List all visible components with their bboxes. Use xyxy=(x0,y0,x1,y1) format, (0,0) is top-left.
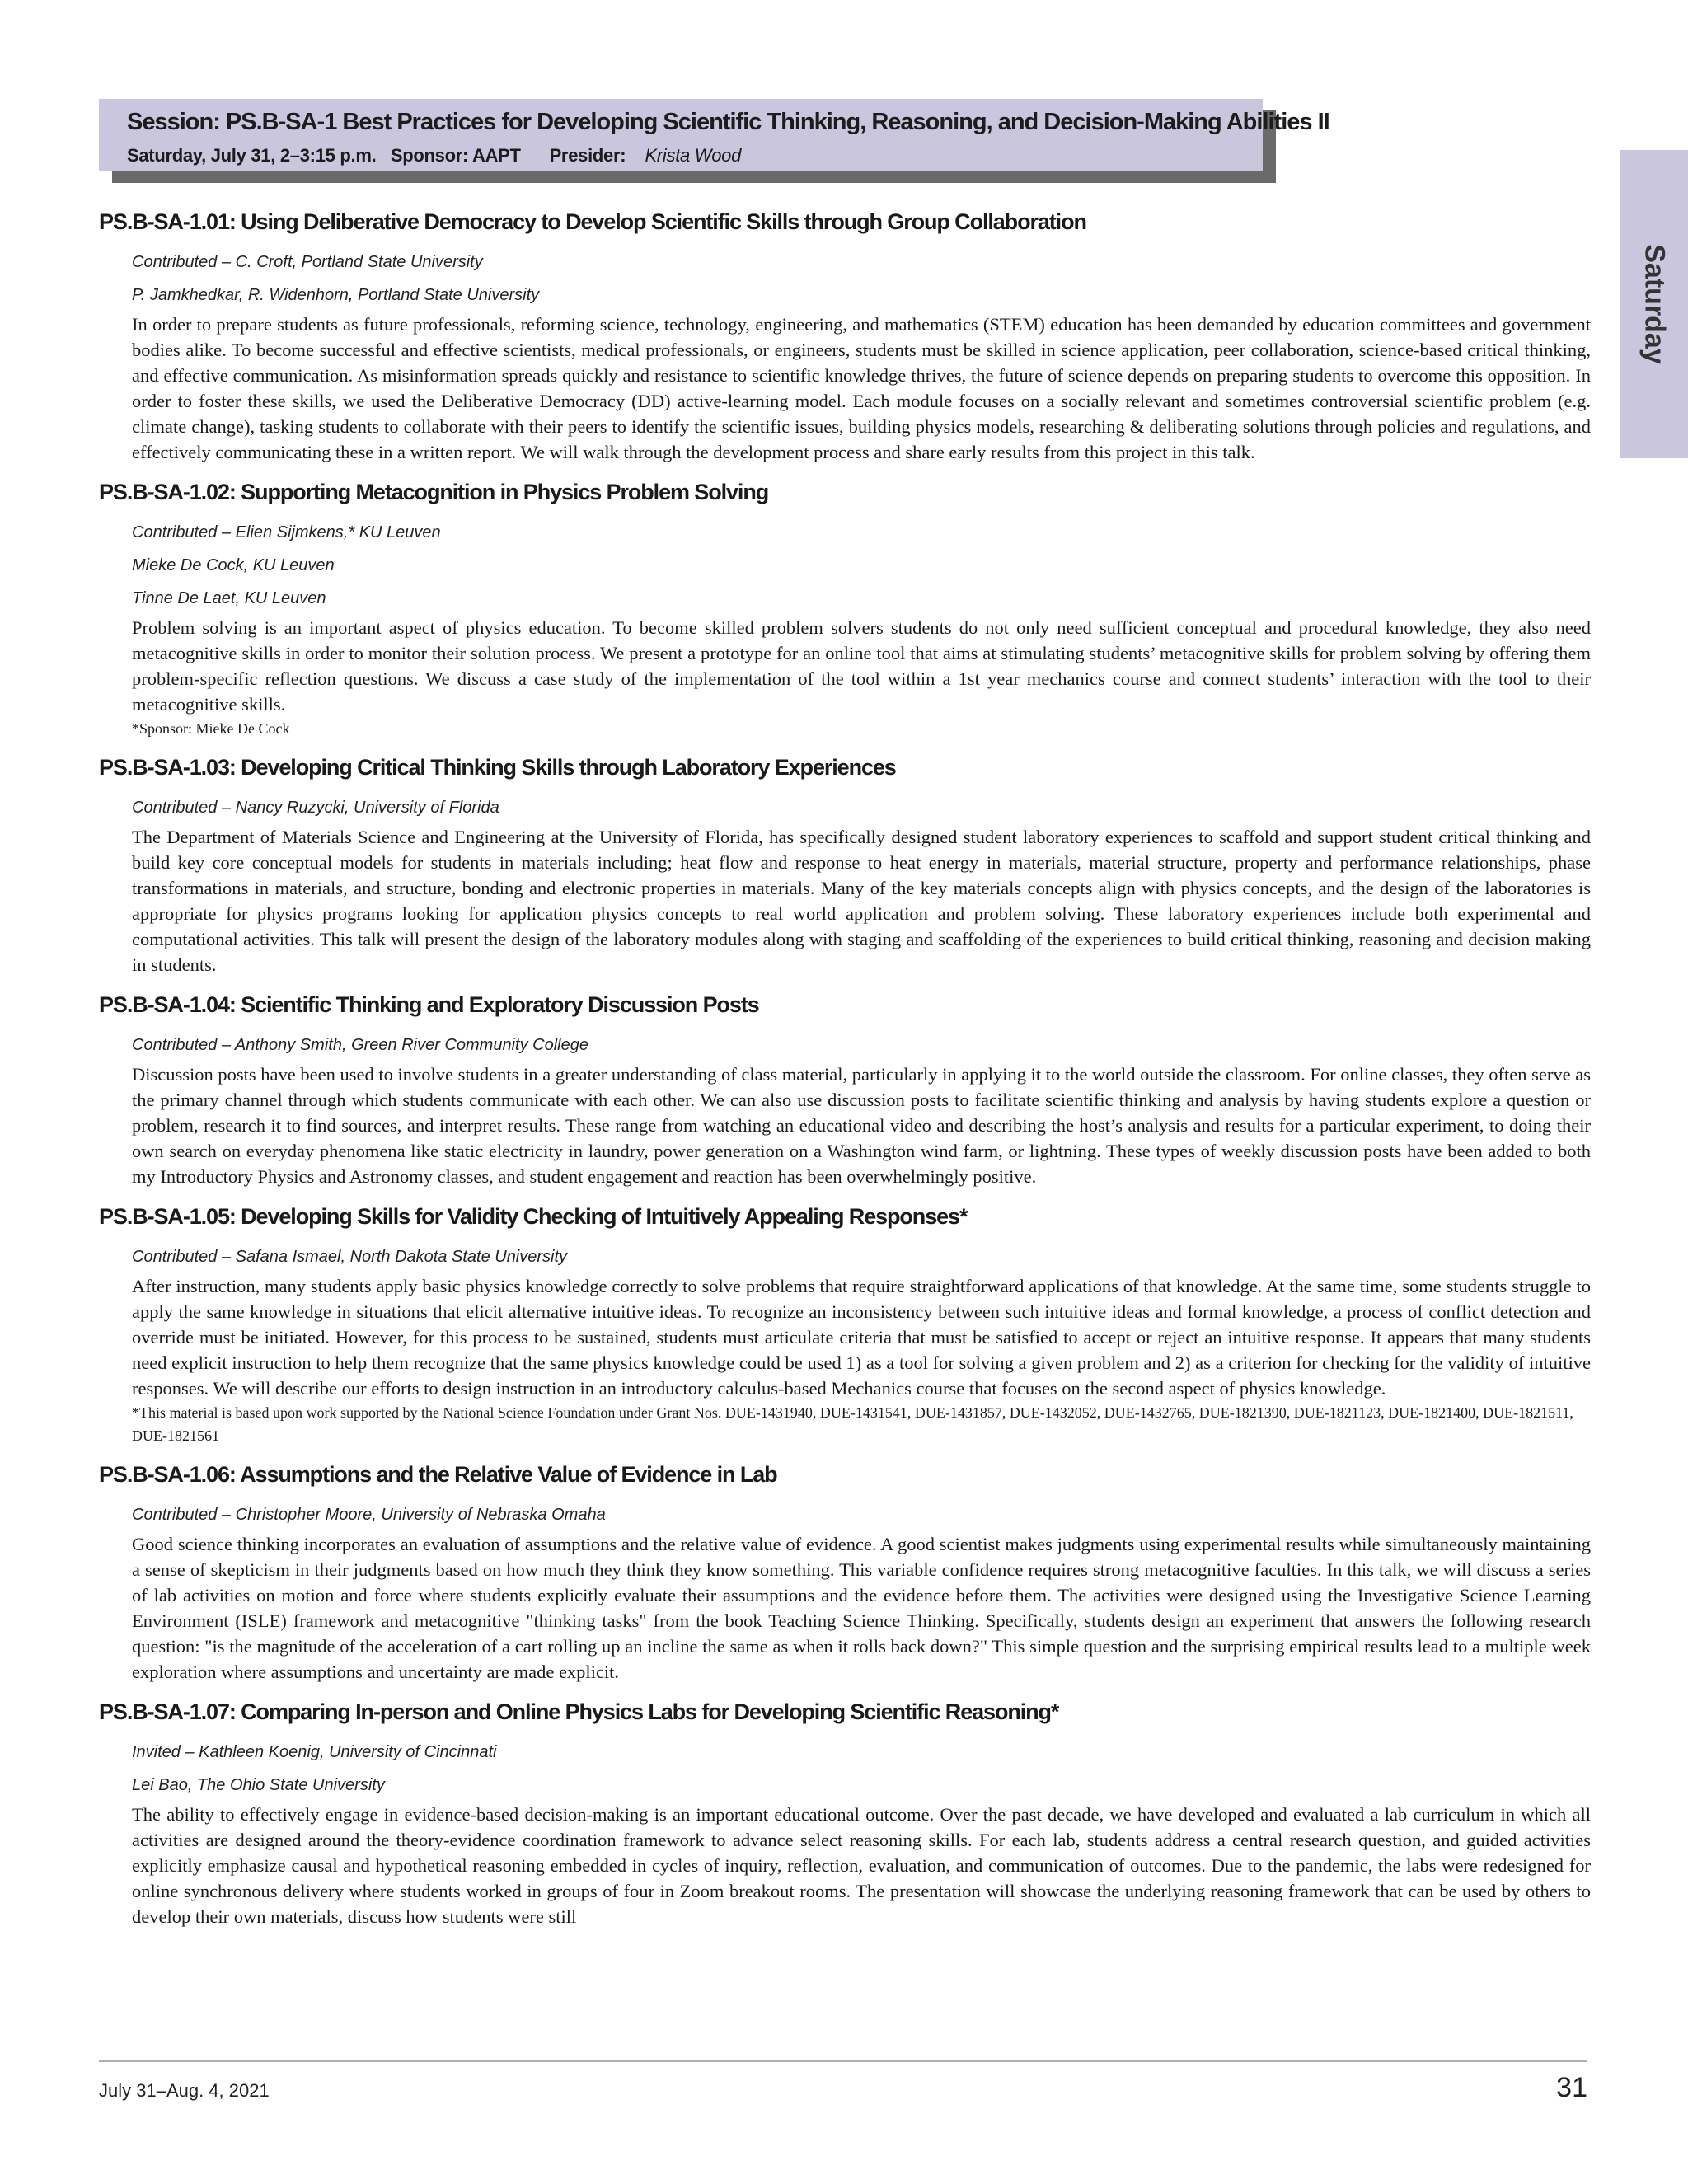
abstract-body: The Department of Materials Science and Engineering at the University of Florida, has specifically designed student laboratory experiences to scaffold and support student critical thinking and build key core conceptual models for students in materials including; heat flow and response to heat energy in materials, material structure, property and performance relationships, phase transformations in materials, and structure, bonding and electronic properties in materials. Many of the key materials concepts align with physics concepts, and the design of the laboratories is appropriate for physics programs looking for application physics concepts to real world application and problem solving. These laboratory experiences include both experimental and computational activities. This talk will present the design of the laboratory modules along with staging and scaffolding of the experiences to build critical thinking, reasoning and decision making in students. xyxy=(132,827,1591,975)
abstract-1 xyxy=(99,206,1591,465)
abstract-author: Contributed – Elien Sijmkens,* KU Leuven xyxy=(132,523,441,541)
abstract-title: PS.B-SA-1.04: Scientific Thinking and Exploratory Discussion Posts xyxy=(99,992,759,1017)
abstract-4 xyxy=(99,989,1591,1189)
abstract-author: Invited – Kathleen Koenig, University of Cincinnati xyxy=(132,1743,497,1761)
abstract-author: Contributed – C. Croft, Portland State University xyxy=(132,253,483,271)
abstract-author: Contributed – Christopher Moore, University of Nebraska Omaha xyxy=(132,1506,606,1524)
sidebar-day-tab xyxy=(1620,150,1688,458)
abstract-author: Contributed – Safana Ismael, North Dakota State University xyxy=(132,1248,568,1266)
presider-name: Krista Wood xyxy=(645,145,742,166)
page-number: 31 xyxy=(1556,2072,1587,2103)
abstract-6 xyxy=(99,1459,1591,1685)
footer-date: July 31–Aug. 4, 2021 xyxy=(99,2080,270,2101)
abstract-body: Discussion posts have been used to involve students in a greater understanding of class material, particularly in applying it to the world outside the classroom. For online classes, they often serve as the primary channel through which students communicate with each other. We can also use discussion posts to facilitate scientific thinking and analysis by having students explore a question or problem, research it to find sources, and interpret results. These range from watching an educational video and describing the host’s analysis and results for a particular experiment, to doing their own search on everyday phenomena like static electricity in laundry, power generation on a Washington wind farm, or lightning. These types of weekly discussion posts have been added to both my Introductory Physics and Astronomy classes, and student engagement and reaction has been overwhelmingly positive. xyxy=(132,1064,1591,1187)
abstract-title: PS.B-SA-1.05: Developing Skills for Validity Checking of Intuitively Appealing Responses* xyxy=(99,1204,968,1229)
abstract-note: *Sponsor: Mieke De Cock xyxy=(132,720,290,737)
abstract-author: Contributed – Anthony Smith, Green River Community College xyxy=(132,1036,588,1054)
session-header xyxy=(99,99,1329,171)
abstract-author: Mieke De Cock, KU Leuven xyxy=(132,556,335,574)
abstract-list xyxy=(99,206,1591,1941)
abstract-title: PS.B-SA-1.01: Using Deliberative Democracy to Develop Scientific Skills through Group Collaboration xyxy=(99,209,1086,234)
abstract-author: Lei Bao, The Ohio State University xyxy=(132,1776,385,1794)
abstract-body: Good science thinking incorporates an evaluation of assumptions and the relative value of evidence. A good scientist makes judgments using experimental results while simultaneously maintaining a sense of skepticism in their judgments based on how much they think they know something. This variable confidence requires strong metacognitive faculties. In this talk, we will discuss a series of lab activities on motion and force where students explicitly evaluate their assumptions and the evidence before them. The activities were designed using the Investigative Science Learning Environment (ISLE) framework and metacognitive "thinking tasks" from the book Teaching Science Thinking. Specifically, students design an experiment that answers the following research question: "is the magnitude of the acceleration of a cart rolling up an incline the same as when it rolls back down?" This simple question and the surprising empirical results lead to a multiple week exploration where assumptions and uncertainty are made explicit. xyxy=(132,1534,1591,1682)
sidebar-day-label: Saturday xyxy=(1639,244,1671,364)
session-time: Saturday, July 31, 2–3:15 p.m. xyxy=(127,145,377,166)
abstract-5 xyxy=(99,1201,1591,1447)
session-title: Session: PS.B-SA-1 Best Practices for Developing Scientific Thinking, Reasoning, and Decision-Making Abilities II xyxy=(127,109,1329,135)
presider-label: Presider: xyxy=(549,145,626,166)
session-sponsor: Sponsor: AAPT xyxy=(390,145,521,166)
footer-divider xyxy=(99,2060,1587,2062)
abstract-7 xyxy=(99,1696,1591,1929)
abstract-3 xyxy=(99,752,1591,977)
abstract-2 xyxy=(99,476,1591,740)
abstract-title: PS.B-SA-1.07: Comparing In-person and Online Physics Labs for Developing Scientific Reasoning* xyxy=(99,1699,1059,1724)
abstract-title: PS.B-SA-1.06: Assumptions and the Relative Value of Evidence in Lab xyxy=(99,1462,777,1487)
abstract-author: Contributed – Nancy Ruzycki, University of Florida xyxy=(132,799,499,817)
abstract-note: *This material is based upon work supported by the National Science Foundation under Grant Nos. DUE-1431940, DUE-1431541, DUE-1431857, DUE-1432052, DUE-1432765, DUE-1821390, DUE-1821123, DUE-1821400, DUE-1821511, DUE-1821561 xyxy=(132,1404,1573,1444)
abstract-body: The ability to effectively engage in evidence-based decision-making is an important educational outcome. Over the past decade, we have developed and evaluated a lab curriculum in which all activities are designed around the theory-evidence coordination framework to advance select reasoning skills. For each lab, students address a central research question, and guided activities explicitly emphasize causal and hypothetical reasoning embedded in cycles of inquiry, reflection, evaluation, and communication of outcomes. Due to the pandemic, the labs were redesigned for online synchronous delivery where students worked in groups of four in Zoom breakout rooms. The presentation will showcase the underlying reasoning framework that can be used by others to develop their own materials, discuss how students were still xyxy=(132,1804,1591,1927)
abstract-body: Problem solving is an important aspect of physics education. To become skilled problem solvers students do not only need sufficient conceptual and procedural knowledge, they also need metacognitive skills in order to monitor their solution process. We present a prototype for an online tool that aims at stimulating students’ metacognitive skills for problem solving by offering them problem-specific reflection questions. We discuss a case study of the implementation of the tool within a 1st year mechanics course and connect students’ interaction with the tool to their metacognitive skills. xyxy=(132,617,1591,715)
session-meta xyxy=(127,145,741,166)
abstract-body: In order to prepare students as future professionals, reforming science, technology, engineering, and mathematics (STEM) education has been demanded by education committees and government bodies alike. To become successful and effective scientists, medical professionals, or engineers, students must be skilled in science application, peer collaboration, science-based critical thinking, and effective communication. As misinformation spreads quickly and resistance to scientific knowledge thrives, the future of science depends on preparing students to overcome this opposition. In order to foster these skills, we used the Deliberative Democracy (DD) active-learning model. Each module focuses on a socially relevant and sometimes controversial scientific problem (e.g. climate change), tasking students to collaborate with their peers to identify the scientific issues, building physics models, researching & deliberating solutions through policies and regulations, and effectively communicating these in a written report. We will walk through the development process and share early results from this project in this talk. xyxy=(132,314,1591,462)
abstract-author: Tinne De Laet, KU Leuven xyxy=(132,589,326,607)
abstract-title: PS.B-SA-1.02: Supporting Metacognition in Physics Problem Solving xyxy=(99,480,769,504)
abstract-title: PS.B-SA-1.03: Developing Critical Thinking Skills through Laboratory Experiences xyxy=(99,755,896,780)
abstract-body: After instruction, many students apply basic physics knowledge correctly to solve problems that require straightforward applications of that knowledge. At the same time, some students struggle to apply the same knowledge in situations that elicit alternative intuitive ideas. To recognize an inconsistency between such intuitive ideas and formal knowledge, a process of conflict detection and override must be initiated. However, for this process to be sustained, students must articulate criteria that must be satisfied to accept or reject an intuitive response. It appears that many students need explicit instruction to help them recognize that the same physics knowledge could be used 1) as a tool for solving a given problem and 2) as a criterion for checking for the validity of intuitive responses. We will describe our efforts to design instruction in an introductory calculus-based Mechanics course that focuses on the second aspect of physics knowledge. xyxy=(132,1276,1591,1399)
abstract-author: P. Jamkhedkar, R. Widenhorn, Portland State University xyxy=(132,286,540,304)
